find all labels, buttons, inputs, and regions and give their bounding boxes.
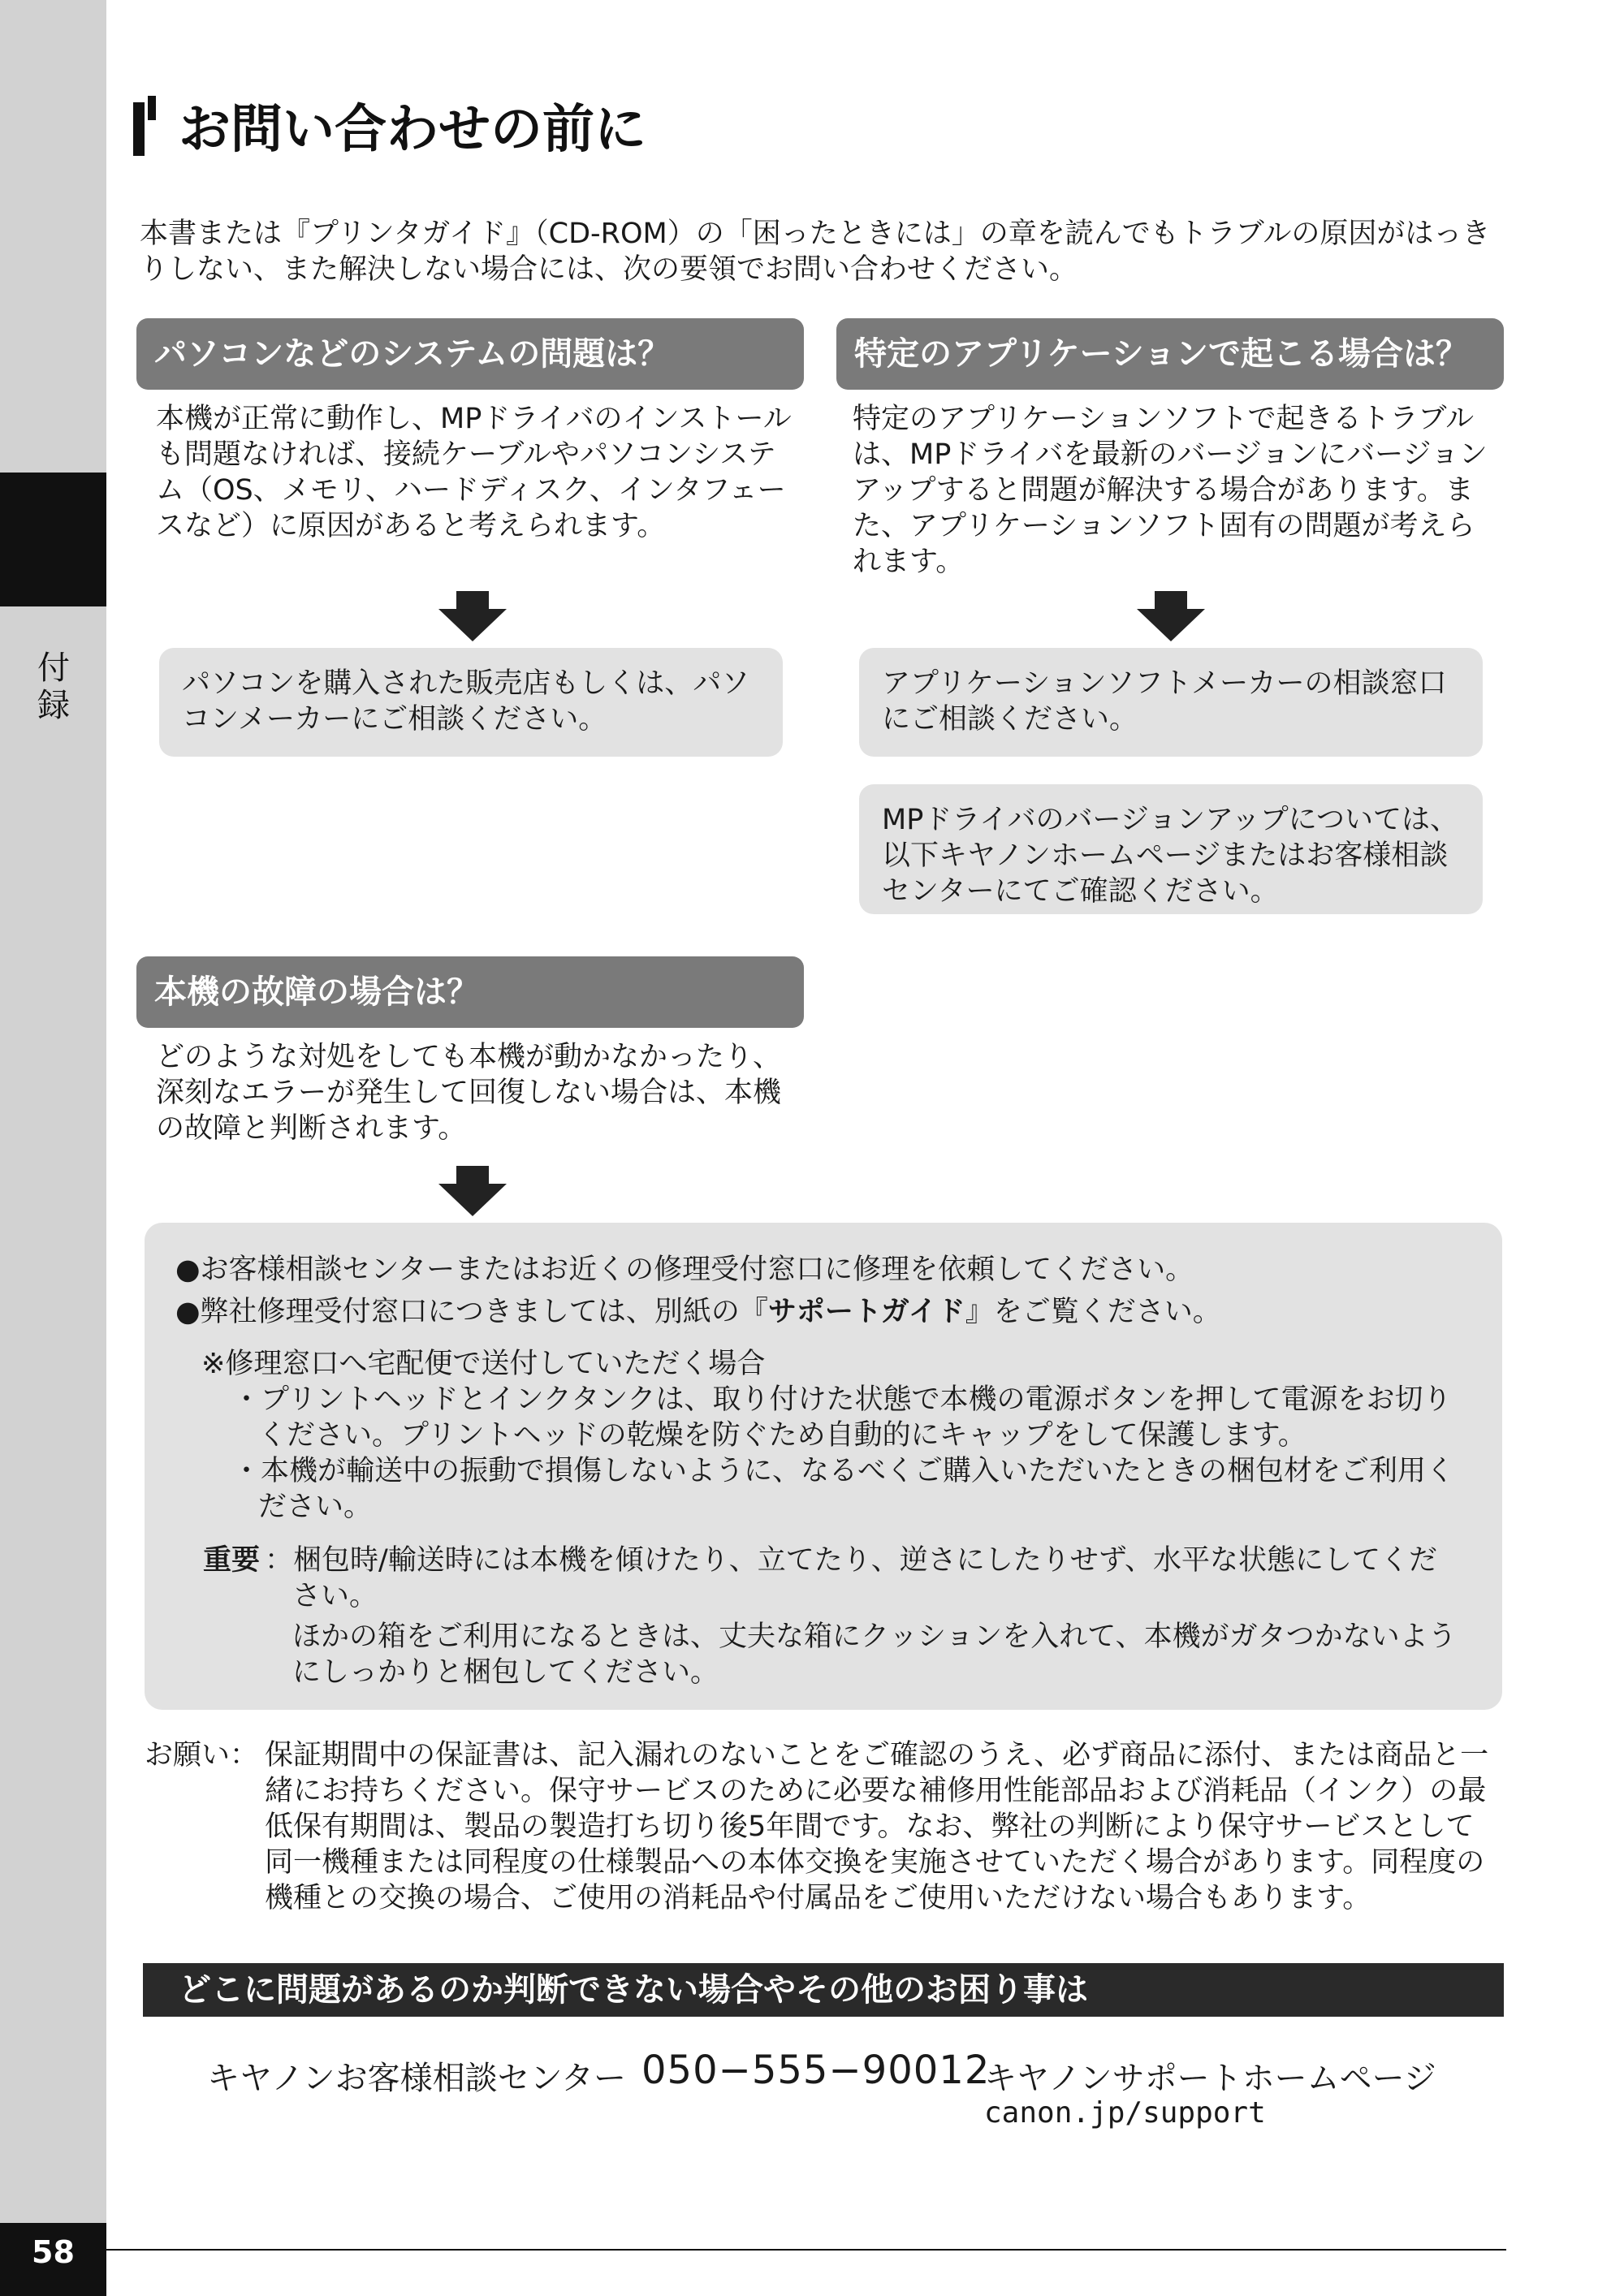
application-maker-advice-box: アプリケーションソフトメーカーの相談窓口にご相談ください。	[859, 648, 1483, 757]
shipping-note-title: ※修理窓口へ宅配便で送付していただく場合	[201, 1348, 766, 1380]
shipping-note-1-line-2: ください。プリントヘッドの乾燥を防ぐため自動的にキャップをして保護します。	[258, 1419, 1307, 1452]
application-problem-text: 特定のアプリケーションソフトで起きるトラブルは、MPドライバを最新のバージョンにバージョンアップすると問題が解決する場合があります。また、アプリケーションソフト固有の問題が考えられます。	[853, 403, 1488, 578]
section-tab-marker	[0, 473, 106, 606]
system-problem-header: パソコンなどのシステムの問題は？	[136, 318, 804, 390]
request-label: お願い：	[145, 1739, 259, 1772]
support-homepage-url: canon.jp/support	[984, 2096, 1266, 2130]
section-label: 付録	[37, 650, 70, 724]
customer-center-label: キヤノンお客様相談センター	[207, 2060, 626, 2097]
support-guide-title: サポートガイド	[767, 1296, 965, 1328]
important-label: 重要	[203, 1544, 261, 1577]
down-arrow-icon	[438, 591, 507, 641]
page-title: お問い合わせの前に	[179, 100, 646, 160]
shipping-note-1-line-1: ・プリントヘッドとインクタンクは、取り付けた状態で本機の電源ボタンを押して電源をお切り	[232, 1383, 1452, 1416]
request-text: 保証期間中の保証書は、記入漏れのないことをご確認のうえ、必ず商品に添付、または商品と一緒にお持ちください。保守サービスのために必要な補修用性能部品および消耗品（インク）の最低保有期間は、製品の製造打ち切り後5年間です。なお、弊社の判断により保守サービスとして同一機種または同程度の仕様製品への本体交換を実施させていただく場合があります。同程度の機種との交換の場合、ご使用の消耗品や付属品をご使用いただけない場合もあります。	[265, 1739, 1489, 1914]
footer-rule	[106, 2249, 1506, 2251]
fault-text: どのような対処をしても本機が動かなかったり、深刻なエラーが発生して回復しない場合は、本機の故障と判断されます。	[156, 1041, 782, 1145]
repair-bullet-1: ●お客様相談センターまたはお近くの修理受付窓口に修理を依頼してください。	[175, 1254, 1194, 1286]
application-problem-header: 特定のアプリケーションで起こる場合は？	[836, 318, 1504, 390]
customer-center-phone: 050−555−90012	[641, 2048, 991, 2093]
down-arrow-icon	[438, 1166, 507, 1216]
shipping-note-2-line-2: ださい。	[258, 1491, 373, 1523]
driver-update-advice-box: MPドライバのバージョンアップについては、以下キヤノンホームページまたはお客様相談センターにてご確認ください。	[859, 784, 1483, 914]
page-number: 58	[32, 2234, 75, 2270]
important-line-1: ：梱包時/輸送時には本機を傾けたり、立てたり、逆さにしたりせず、水平な状態にしてくだ	[265, 1544, 1437, 1577]
intro-paragraph: 本書または『プリンタガイド』（CD-ROM）の「困ったときには」の章を読んでもトラブルの原因がはっきりしない、また解決しない場合には、次の要領でお問い合わせください。	[140, 218, 1491, 286]
support-homepage-label: キヤノンサポートホームページ	[984, 2060, 1436, 2097]
sidebar	[0, 0, 106, 2296]
contact-band-heading: どこに問題があるのか判断できない場合やその他のお困り事は	[143, 1963, 1504, 2017]
important-line-3: ほかの箱をご利用になるときは、丈夫な箱にクッションを入れて、本機がガタつかないよう	[292, 1621, 1457, 1653]
fault-header: 本機の故障の場合は？	[136, 956, 804, 1028]
shipping-note-2-line-1: ・本機が輸送中の振動で損傷しないように、なるべくご購入いただいたときの梱包材をご利用く	[232, 1455, 1455, 1487]
system-problem-advice-box: パソコンを購入された販売店もしくは、パソコンメーカーにご相談ください。	[159, 648, 783, 757]
down-arrow-icon	[1137, 591, 1205, 641]
system-problem-text: 本機が正常に動作し、MPドライバのインストールも問題なければ、接続ケーブルやパソコンシステム（OS、メモリ、ハードディスク、インタフェースなど）に原因があると考えられます。	[156, 403, 792, 542]
important-line-4: にしっかりと梱包してください。	[292, 1656, 719, 1689]
title-marker-icon	[133, 96, 156, 156]
important-line-2: さい。	[292, 1580, 378, 1612]
repair-bullet-2: ●弊社修理受付窓口につきましては、別紙の『サポートガイド』をご覧ください。	[175, 1296, 1221, 1328]
